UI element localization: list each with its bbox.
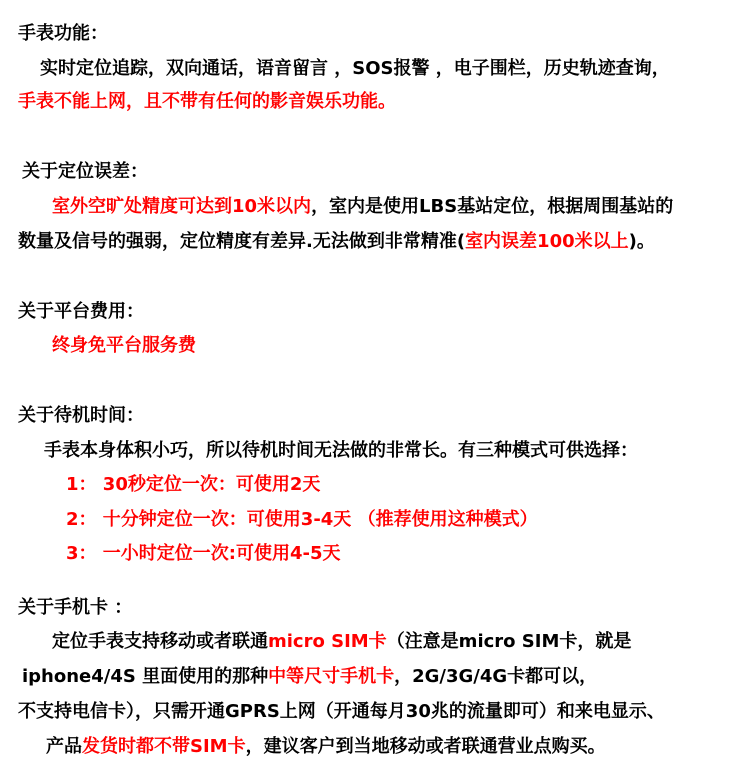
sim-line-2: [22, 665, 597, 689]
fee-heading: 关于平台费用：: [18, 301, 144, 322]
standby-heading: 关于待机时间：: [18, 405, 144, 426]
sim-line-3: 不支持电信卡），只需开通GPRS上网（开通每月30兆的流量即可）和来电显示、: [18, 701, 665, 722]
sim-line-2-a: iphone4/4S 里面使用的那种: [22, 666, 269, 687]
accuracy-line-2: [18, 230, 655, 254]
sim-not-included: 发货时都不带SIM卡: [82, 736, 246, 757]
accuracy-heading: 关于定位误差：: [22, 161, 148, 182]
accuracy-line-2-b: )。: [628, 231, 655, 252]
sim-line-1-b: （注意是micro SIM卡，就是: [386, 631, 632, 652]
sim-line-2-b: ，2G/3G/4G卡都可以，: [394, 666, 598, 687]
accuracy-indoor-error: 室内误差100米以上: [465, 231, 629, 252]
sim-card-size: 中等尺寸手机卡: [268, 666, 395, 687]
standby-intro: 手表本身体积小巧，所以待机时间无法做的非常长。有三种模式可供选择：: [44, 440, 638, 461]
sim-micro-card: micro SIM卡: [268, 631, 387, 652]
sim-line-4-b: ，建议客户到当地移动或者联通营业点购买。: [245, 736, 606, 757]
sim-line-1-a: 定位手表支持移动或者联通: [52, 631, 268, 652]
accuracy-outdoor-text: 室外空旷处精度可达到10米以内: [52, 196, 312, 217]
sim-line-4-a: 产品: [46, 736, 82, 757]
features-note: 手表不能上网，且不带有任何的影音娱乐功能。: [18, 91, 396, 112]
accuracy-line-1: [52, 195, 673, 219]
accuracy-indoor-text: ，室内是使用LBS基站定位，根据周围基站的: [311, 196, 674, 217]
features-list: 实时定位追踪，双向通话，语音留言 ，SOS报警 ，电子围栏，历史轨迹查询，: [40, 58, 670, 79]
features-heading: 手表功能：: [18, 23, 108, 44]
sim-heading: 关于手机卡 ：: [18, 597, 133, 618]
accuracy-line-2-a: 数量及信号的强弱，定位精度有差异.无法做到非常精准(: [18, 231, 466, 252]
sim-line-4: [46, 735, 606, 759]
standby-mode-1: 1： 30秒定位一次：可使用2天: [66, 474, 321, 495]
standby-mode-3: 3： 一小时定位一次:可使用4-5天: [66, 543, 341, 564]
standby-mode-2: 2： 十分钟定位一次：可使用3-4天 （推荐使用这种模式）: [66, 509, 538, 530]
fee-text: 终身免平台服务费: [52, 335, 196, 356]
sim-line-1: [52, 630, 631, 654]
